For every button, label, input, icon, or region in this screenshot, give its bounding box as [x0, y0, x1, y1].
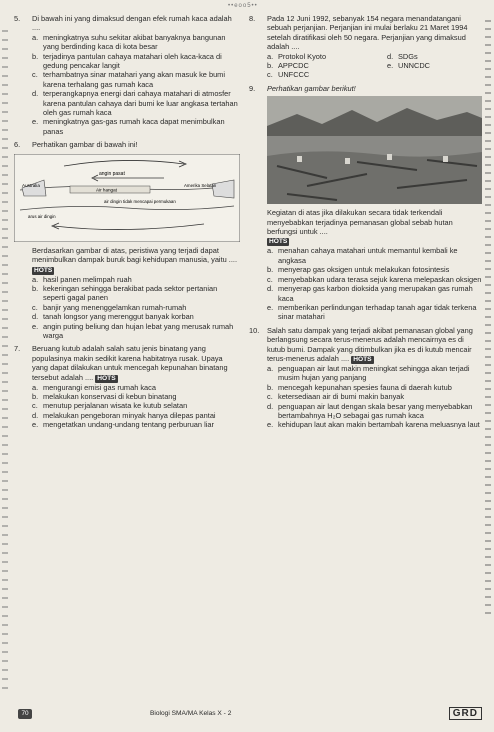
- diagram-frame: [14, 154, 240, 242]
- binding-dots-left: [2, 30, 8, 690]
- option-a[interactable]: [267, 246, 482, 265]
- right-column: [249, 14, 482, 434]
- label-angin-pasat: angin pasat: [99, 170, 125, 177]
- option-letter: e.: [267, 420, 274, 430]
- question-number: 7.: [14, 344, 21, 354]
- option-text: penguapan air laut makin meningkat sehingga akan terjadi musim hujan yang panjang: [278, 363, 470, 383]
- option-text: menyebabkan udara terasa sejuk karena melepaskan oksigen: [278, 274, 482, 284]
- label-arus-air-dingin: arus air dingin: [28, 213, 56, 219]
- binding-dots-right: [485, 20, 491, 620]
- option-c[interactable]: [267, 70, 387, 79]
- option-letter: c.: [32, 302, 38, 312]
- option-c[interactable]: [32, 70, 240, 89]
- option-text: melakukan pengeboran minyak hanya dilepas pantai: [43, 410, 216, 420]
- question-number: 9.: [249, 83, 256, 93]
- label-air-hangat: Air hangat: [96, 187, 117, 193]
- option-text: mengurangi emisi gas rumah kaca: [43, 382, 156, 392]
- option-a[interactable]: [32, 383, 240, 392]
- option-letter: e.: [387, 61, 394, 71]
- question-5: [14, 14, 240, 136]
- option-c[interactable]: [267, 392, 482, 401]
- option-letter: e.: [32, 117, 39, 127]
- question-8: [249, 14, 482, 80]
- left-column: [14, 14, 240, 434]
- option-a[interactable]: [32, 275, 240, 284]
- option-text: terhambatnya sinar matahari yang akan masuk ke bumi karena terhalang gas rumah kaca: [43, 70, 225, 89]
- option-letter: d.: [32, 89, 39, 99]
- option-letter: c.: [267, 274, 273, 284]
- option-c[interactable]: [267, 275, 482, 284]
- option-text: tanah longsor yang merenggut banyak korban: [43, 312, 194, 322]
- question-10: [249, 326, 482, 430]
- option-text: ketersediaan air di bumi makin banyak: [278, 392, 405, 402]
- option-b[interactable]: [267, 383, 482, 392]
- option-d[interactable]: [267, 284, 482, 303]
- deforestation-photo: [267, 96, 482, 204]
- option-d[interactable]: [32, 411, 240, 420]
- option-text: Protokol Kyoto: [278, 51, 327, 61]
- option-text: mengetatkan undang-undang tentang perburuan liar: [43, 420, 214, 430]
- deforestation-photo-svg: [267, 96, 482, 204]
- option-letter: d.: [267, 401, 274, 411]
- option-letter: e.: [32, 321, 39, 331]
- option-letter: b.: [267, 61, 274, 71]
- option-letter: c.: [32, 401, 38, 411]
- option-text: kekeringan sehingga berakibat pada sektor pertanian seperti gagal panen: [43, 283, 218, 303]
- option-letter: b.: [32, 51, 39, 61]
- option-letter: b.: [267, 265, 274, 275]
- option-a[interactable]: [32, 33, 240, 52]
- question-number: 6.: [14, 140, 21, 150]
- option-text: meningkatnya suhu sekitar akibat banyaknya bangunan yang berdinding kaca di kota besar: [43, 32, 226, 52]
- question-stem: Perhatikan gambar berikut!: [267, 83, 356, 93]
- question-number: 8.: [249, 14, 256, 23]
- hots-badge: HOTS: [353, 355, 372, 363]
- option-letter: b.: [32, 283, 39, 293]
- el-nino-diagram: [14, 154, 240, 242]
- option-text: penguapan air laut dengan skala besar yang menyebabkan bertambahnya H₂O sebagai gas rumah kaca: [278, 401, 473, 420]
- option-a[interactable]: [267, 364, 482, 383]
- option-letter: b.: [32, 391, 39, 401]
- label-air-dingin: air dingin tidak mencapai permukaan: [104, 198, 176, 204]
- option-d[interactable]: [32, 89, 240, 117]
- question-9: [249, 84, 482, 322]
- option-text: SDGs: [398, 51, 418, 61]
- option-text: terperangkapnya energi dari cahaya matahari di atmosfer karena pantulan cahaya dari bumi ke luar angkasa tertahan oleh gas rumah kaca: [43, 89, 238, 118]
- option-c[interactable]: [32, 401, 240, 410]
- option-text: terjadinya pantulan cahaya matahari oleh kaca-kaca di gedung pencakar langit: [43, 51, 222, 71]
- option-c[interactable]: [32, 303, 240, 312]
- option-letter: a.: [267, 51, 274, 61]
- label-amerika-selatan: Amerika Selatan: [184, 182, 217, 188]
- question-number: 10.: [249, 325, 260, 335]
- option-d[interactable]: [387, 52, 482, 61]
- option-letter: c.: [267, 392, 273, 402]
- option-letter: a.: [32, 274, 39, 284]
- question-stem: Beruang kutub adalah salah satu jenis binatang yang populasinya makin sedikit karena habitatnya rusak. Upaya yang dapat dilakukan untuk mencegah kepunahan binatang tersebut adalah ....: [32, 344, 228, 382]
- question-7: [14, 344, 240, 429]
- question-text-after-diagram: Berdasarkan gambar di atas, peristiwa yang terjadi dapat menimbulkan dampak buruk bagi kehidupan manusia, yaitu ....: [32, 245, 238, 265]
- option-letter: e.: [267, 302, 274, 312]
- option-text: banjir yang menenggelamkan rumah-rumah: [43, 302, 187, 312]
- question-text-after-photo: Kegiatan di atas jika dilakukan secara tidak terkendali menyebabkan terjadinya pemanasan global sebab hutan berfungsi untuk ....: [267, 208, 453, 237]
- option-letter: a.: [32, 382, 39, 392]
- option-b[interactable]: [32, 52, 240, 71]
- option-letter: d.: [32, 312, 39, 322]
- option-text: memberikan perlindungan terhadap tanah agar tidak terkena sinar matahari: [278, 302, 477, 322]
- hots-badge: HOTS: [269, 238, 288, 246]
- option-letter: a.: [267, 363, 274, 373]
- option-b[interactable]: [267, 61, 387, 70]
- option-letter: d.: [32, 410, 39, 420]
- question-stem: Pada 12 Juni 1992, sebanyak 154 negara menandatangani sebuah perjanjian. Perjanjian ini mulai berlaku 21 Maret 1994 setelah diratifikasi oleh 50 negara. Perjanjian yang dimaksud adalah ....: [267, 14, 468, 52]
- option-e[interactable]: [267, 420, 482, 429]
- option-text: mencegah kepunahan spesies fauna di daerah kutub: [278, 382, 452, 392]
- page-footer: [0, 706, 494, 724]
- hots-badge: HOTS: [97, 374, 116, 382]
- book-title: Biologi SMA/MA Kelas X - 2: [150, 710, 232, 717]
- option-letter: a.: [32, 32, 39, 42]
- option-text: hasil panen melimpah ruah: [43, 274, 132, 284]
- option-b[interactable]: [32, 284, 240, 303]
- option-d[interactable]: [267, 402, 482, 421]
- question-6: [14, 140, 240, 149]
- el-nino-diagram-svg: [14, 154, 240, 242]
- option-text: menutup perjalanan wisata ke kutub selatan: [43, 401, 188, 411]
- question-6-body: [14, 246, 240, 341]
- option-text: menyerap gas karbon dioksida yang merupakan gas rumah kaca: [278, 284, 473, 303]
- option-text: UNFCCC: [278, 70, 310, 80]
- option-e[interactable]: [32, 117, 240, 136]
- option-letter: d.: [267, 284, 274, 294]
- option-a[interactable]: [267, 52, 387, 61]
- publisher-logo: GRD: [449, 707, 482, 720]
- option-letter: b.: [267, 382, 274, 392]
- option-text: kehidupan laut akan makin bertambah karena meluasnya laut: [278, 420, 480, 430]
- question-stem: Salah satu dampak yang terjadi akibat pemanasan global yang berlangsung secara terus-menerus adalah mencairnya es di kutub bumi. Dampak yang ditimbulkan jika es di kutub mencair terus-menerus adalah ....: [267, 325, 473, 363]
- option-e[interactable]: [32, 322, 240, 341]
- option-text: menahan cahaya matahari untuk memantul kembali ke angkasa: [278, 246, 458, 265]
- option-letter: a.: [267, 246, 274, 256]
- option-text: melakukan konservasi di kebun binatang: [43, 391, 177, 401]
- question-stem: Perhatikan gambar di bawah ini!: [32, 140, 138, 150]
- option-text: meningkatnya gas-gas rumah kaca dapat menimbulkan panas: [43, 117, 225, 136]
- option-text: UNNCDC: [398, 61, 431, 71]
- question-stem: Di bawah ini yang dimaksud dengan efek rumah kaca adalah ....: [32, 14, 232, 33]
- option-text: angin puting beliung dan hujan lebat yang merusak rumah warga: [43, 321, 234, 340]
- option-d[interactable]: [32, 312, 240, 321]
- option-b[interactable]: [32, 392, 240, 401]
- option-letter: d.: [387, 51, 394, 61]
- option-b[interactable]: [267, 265, 482, 274]
- option-text: menyerap gas oksigen untuk melakukan fotosintesis: [278, 265, 450, 275]
- option-e[interactable]: [32, 420, 240, 429]
- header-ornament: ••eoo5••: [228, 3, 258, 9]
- hots-badge: HOTS: [34, 266, 53, 274]
- option-e[interactable]: [267, 303, 482, 322]
- question-number: 5.: [14, 14, 21, 23]
- page-number: 70: [18, 709, 32, 719]
- option-letter: c.: [267, 70, 273, 80]
- option-letter: e.: [32, 420, 39, 430]
- label-australia: Australia: [22, 182, 40, 188]
- option-letter: c.: [32, 70, 38, 80]
- option-e[interactable]: [387, 61, 482, 70]
- option-text: APPCDC: [278, 61, 309, 71]
